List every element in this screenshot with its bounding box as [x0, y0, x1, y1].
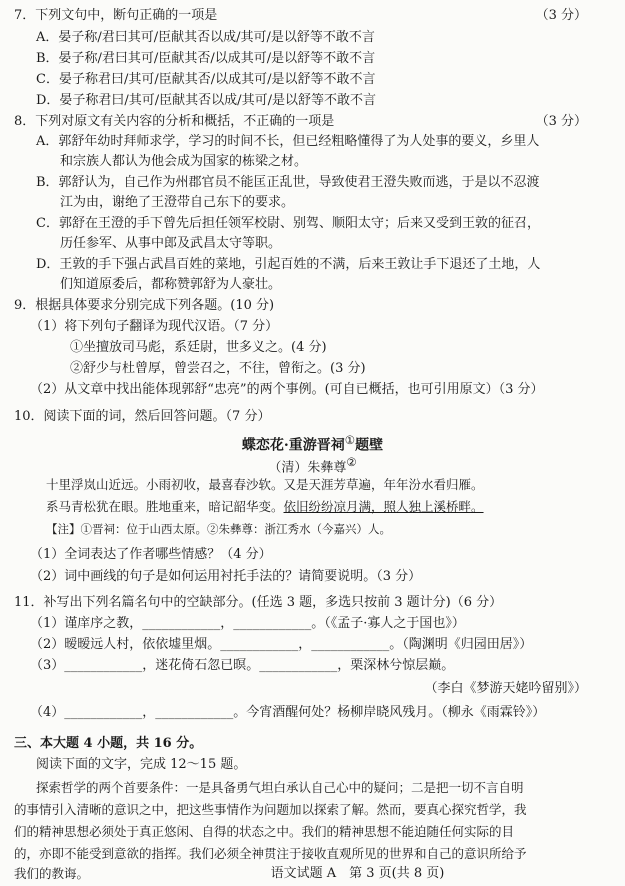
passage-line1: 探索哲学的两个首要条件：一是具备勇气坦白承认自己心中的疑问；二是把一切不言自明: [36, 780, 524, 795]
q8-option-b-line1: B．郭舒认为，自己作为州郡官员不能匡正乱世，导致使君王澄失败而逃，于是以不忍渡: [36, 175, 540, 190]
q8-option-d-line2: 们知道原委后，都称赞郭舒为人豪壮。: [60, 277, 282, 292]
poem-line2-underlined: 依旧纷纷凉月满，照人独上溪桥畔。: [283, 499, 484, 514]
q11-item3: （3）____________，迷花倚石忽已暝。____________，栗深林兮惊层巅。: [30, 658, 455, 673]
q11-item4: （4）____________，____________。今宵酒醒何处？杨柳岸晓风残月。（柳永《雨霖铃》）: [30, 705, 546, 720]
poem-note: 【注】①晋祠：位于山西太原。②朱彝尊：浙江秀水（今嘉兴）人。: [46, 522, 391, 536]
q11-item2: （2）暧暧远人村，依依墟里烟。____________，____________。（陶渊明《归园田居》）: [30, 637, 533, 652]
q8-option-a-line1: A．郭舒年幼时拜师求学，学习的时间不长，但已经粗略懂得了为人处事的要义，乡里人: [36, 134, 540, 149]
passage-line2: 的事情引入清晰的意识之中，把这些事情作为问题加以探索了解。然而，要真心探究哲学，我: [14, 802, 527, 817]
poem-title-mark: ①: [344, 433, 356, 447]
q7-option-c: C．晏子称君曰/其可/臣献其否/以成其可/是以舒等不敢不言: [36, 72, 376, 87]
passage-line3: 们的精神思想必须处于真正悠闲、自得的状态之中。我们的精神思想不能迫随任何实际的目: [14, 824, 515, 839]
page-footer: [0, 864, 625, 884]
q8-stem: 8．下列对原文有关内容的分析和概括，不正确的一项是: [14, 114, 335, 129]
poem-title-end: 题壁: [355, 437, 384, 454]
q11-stem: 11．补写出下列名篇名句中的空缺部分。(任选 3 题，多选只按前 3 题计分)（6 分）: [14, 595, 503, 610]
page-footer-text: 语文试题 A 第 3 页(共 8 页): [270, 866, 445, 881]
poem-author-mark: ②: [346, 455, 357, 469]
q8-option-d-line1: D．王敦的手下强占武昌百姓的菜地，引起百姓的不满，后来王敦让手下退还了土地，人: [36, 257, 541, 272]
q8-option-c-line2: 历任参军、从事中郎及武昌太守等职。: [60, 236, 282, 251]
q8-option-b-line2: 江为由，谢绝了王澄带自己东下的要求。: [60, 195, 295, 210]
q9-sub2: （2）从文章中找出能体现郭舒“忠亮”的两个事例。(可自已概括，也可引用原文）（3 分）: [30, 382, 544, 397]
q7-stem: 7．下列文句中，断句正确的一项是: [14, 8, 218, 23]
poem-line2: [46, 497, 484, 517]
q9-stem: 9．根据具体要求分别完成下列各题。(10 分): [14, 298, 275, 313]
q8-option-c-line1: C．郭舒在王澄的手下曾先后担任领军校尉、别驾、顺阳太守；后来又受到王敦的征召，: [36, 216, 540, 231]
q8-score: （3 分）: [535, 114, 587, 129]
q10-sub1: （1）全词表达了作者哪些情感？（4 分）: [30, 547, 272, 562]
q7-option-a: A．晏子称/君曰其可/臣献其否以成/其可/是以舒等不敢不言: [36, 30, 375, 45]
section3-intro: 阅读下面的文字，完成 12～15 题。: [36, 757, 247, 772]
section3-heading: 三、本大题 4 小题，共 16 分。: [14, 736, 203, 751]
q9-sentence1: ①坐擅放司马彪，系廷尉，世多义之。(4 分): [70, 340, 327, 355]
poem-title-text: 蝶恋花·重游晋祠: [241, 437, 345, 454]
poem-line1: 十里浮岚山近远。小雨初收，最喜春沙软。又是天涯芳草遍，年年汾水看归雁。: [46, 477, 484, 492]
passage-line4: 的，亦即不能受到意欲的指挥。我们必须全神贯注于接收直观所见的世界和自己的意识所给予: [14, 846, 527, 861]
poem-author-text: （清）朱彝尊: [268, 460, 347, 476]
q9-sentence2: ②舒少与杜曾厚，曾尝召之，不往，曾衔之。(3 分): [70, 361, 366, 376]
q11-item1: （1）谨庠序之教，____________，____________。（《孟子·寡人之于国也》）: [30, 616, 465, 631]
passage-line5: 我们的教诲。: [14, 866, 90, 881]
q10-stem: 10．阅读下面的词，然后回答问题。（7 分）: [14, 409, 271, 424]
q10-sub2: （2）词中画线的句子是如何运用衬托手法的？请简要说明。（3 分）: [30, 569, 422, 584]
q7-option-b: B．晏子称/君曰其可/臣献其否/以成其可/是以舒等不敢不言: [36, 51, 376, 66]
q9-sub1: （1）将下列句子翻译为现代汉语。（7 分）: [30, 319, 279, 334]
q8-option-a-line2: 和宗族人都认为他会成为国家的栋梁之材。: [60, 154, 308, 169]
q7-score: （3 分）: [535, 8, 587, 23]
q7-option-d: D．晏子称君曰/其可/臣献其否以成/其可/是以舒等不敢不言: [36, 93, 376, 108]
q11-item3-source: （李白《梦游天姥吟留别》）: [424, 681, 587, 696]
poem-line2-plain: 系马青松犹在眼。胜地重来，暗记韶华变。: [46, 499, 284, 514]
